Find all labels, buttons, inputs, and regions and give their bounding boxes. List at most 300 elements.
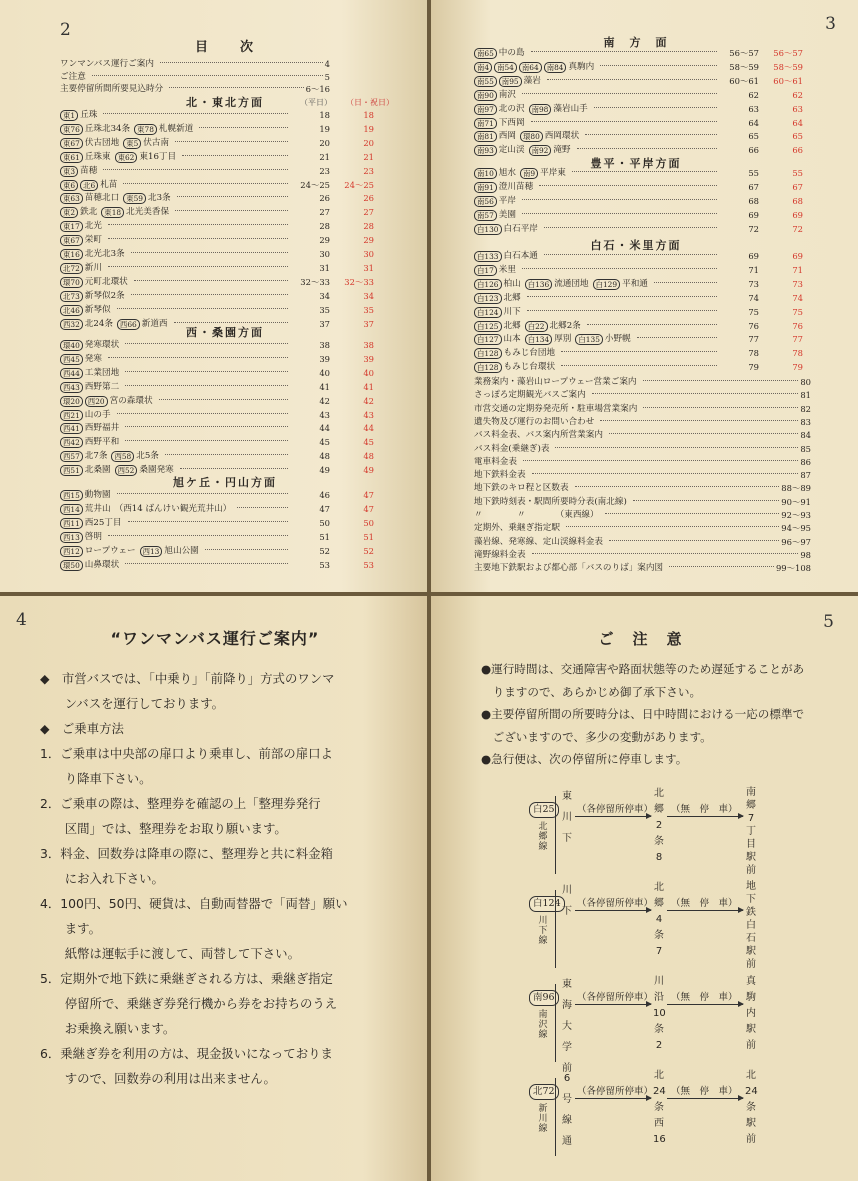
toc-row [474,347,803,360]
page-ref: 90～91 [781,496,811,507]
route-badge: 西45 [60,354,83,365]
all-stops-note: （各停留所停車） [577,804,654,815]
toc-row [474,195,803,208]
holiday-page: 67 [792,181,803,192]
leader-dots [125,371,288,372]
route-badge: 東59 [123,193,146,204]
leader-dots [134,280,288,281]
leader-dots [169,87,303,88]
weekday-page: 39 [319,353,330,364]
route-badge: 白124 [474,307,502,318]
page-ref: 5 [324,71,330,82]
page-3 [431,0,858,592]
toc-row [60,381,374,394]
holiday-page: 39 [363,353,374,364]
destination-label: 伏古団地 [84,137,120,148]
destination-label: 主要停留所間所要見込時分 [60,84,164,94]
holiday-page: 75 [792,306,803,317]
toc-row [60,503,374,516]
leader-dots [609,540,779,541]
route-badge: 南64 [519,62,542,73]
leader-dots [633,500,779,501]
non-stop-note: （無 停 車） [671,898,738,909]
destination-label: 札苗 [100,179,118,190]
leader-dots [643,407,798,408]
toc-row [60,165,374,178]
notice-line: りますので、あらかじめ御了承下さい。 [481,684,702,699]
toc-row [474,482,811,495]
holiday-page: 28 [363,221,374,232]
route-badge: 東1 [60,110,78,121]
route-badge: 北46 [60,305,83,316]
leader-dots [522,268,717,269]
destination-label: 発寒環状 [84,340,120,350]
destination-label: 平和通 [622,278,648,289]
arrow-all-stops [575,1098,651,1099]
toc-row [60,531,374,544]
destination-label: 旭水 [498,168,516,178]
route-badge: 南56 [474,196,497,207]
destination-label: 東16丁目 [139,151,177,162]
leader-dots [123,183,288,184]
route-badge: 西21 [60,410,83,421]
weekday-page: 47 [319,503,330,514]
route-badge: 西11 [60,518,83,529]
section-west: 西・桑園方面 [186,326,264,339]
toc-row [474,416,811,429]
toc-row [60,234,374,247]
destination-label: 工業団地 [84,367,120,378]
destination-label: もみじ台団地 [503,348,556,359]
route-badge: 白25 [529,802,559,818]
page-ref: 85 [800,443,811,454]
toc-row [474,443,811,456]
holiday-page: 68 [792,195,803,206]
arrow-non-stop [667,910,743,911]
holiday-page: 27 [363,207,374,218]
leader-dots [131,294,288,295]
toc-row [474,522,811,535]
toc-row [474,292,803,305]
route-badge: 環80 [520,131,543,142]
destination-label: 川下 [503,306,521,317]
route-badge: 東67 [60,235,83,246]
page-ref: 80 [800,377,811,387]
page-5 [431,596,858,1181]
route-badge: 西15 [60,490,83,501]
leader-dots [165,454,288,455]
leader-dots [125,343,288,344]
route-badge: 白128 [474,362,502,373]
weekday-page: 23 [319,165,330,176]
leader-dots [585,134,717,135]
route-badge: 東16 [60,249,83,260]
destination-label: 北24条 [84,318,113,329]
destination-label: 山鼻環状 [84,559,120,570]
arrow-all-stops [575,910,651,911]
toc-row [474,456,811,469]
destination-label: 新川 [84,262,102,273]
page-number: 3 [825,14,836,34]
holiday-page: 65 [792,131,803,142]
destination-label: 宮の森環状 [109,395,153,406]
route-badge: 東18 [101,207,124,218]
holiday-page: 20 [363,137,374,148]
toc-row [474,361,803,374]
destination-label: 新琴似2条 [84,290,125,301]
weekday-page: 18 [319,110,330,120]
weekday-page: 67 [748,181,759,192]
destination-label: 北7条 [84,451,108,462]
from-stop: 6号線通 [562,1073,572,1147]
toc-row [60,395,374,408]
leader-dots [594,107,717,108]
destination-label: 中の島 [498,48,525,58]
destination-label: 厚別 [554,334,572,345]
weekday-page: 27 [319,207,330,218]
guide-line: ンバスを運行しております。 [40,696,224,711]
toc-row [474,264,803,277]
toc-row [60,436,374,449]
holiday-page: 45 [363,437,374,448]
route-badge: 南65 [474,48,497,59]
weekday-page: 64 [748,117,759,128]
toc-row [474,536,811,549]
leader-dots [544,227,717,228]
toc-row [60,367,374,380]
page-ref: 94～95 [781,523,811,534]
weekday-page: 71 [748,264,759,275]
toc-row [474,223,803,236]
route-badge: 白130 [474,224,502,235]
page-title: “ワンマンバス運行ご案内” [110,629,320,648]
destination-label: ご注意 [60,71,86,82]
destination-label: 下西岡 [498,117,525,128]
route-badge: 南84 [544,62,567,73]
toc-row [60,276,374,289]
leader-dots [117,413,288,414]
weekday-page: 24～25 [300,179,330,190]
holiday-page: 19 [363,123,374,134]
leader-dots [522,213,717,214]
route-badge: 南10 [474,168,497,179]
holiday-page: 42 [363,395,374,406]
page-ref: 84 [800,430,811,441]
weekday-page: 68 [748,195,759,206]
leader-dots [108,238,288,239]
route-badge: 東61 [60,152,83,163]
destination-label: ワンマンバス運行ご案内 [60,59,154,69]
destination-note: （西14 ばんけい観光荒井山） [114,503,232,514]
holiday-page: 38 [363,340,374,350]
non-stop-note: （無 停 車） [671,1086,738,1097]
leader-dots [180,468,288,469]
destination-label: 桑園発寒 [139,465,174,476]
holiday-page: 51 [363,531,374,542]
holiday-page: 26 [363,193,374,204]
route-badge: 南92 [529,145,552,156]
guide-text [40,666,420,1091]
page-ref: 82 [800,403,811,414]
toc-row [474,130,803,143]
leader-dots [125,385,288,386]
bracket [555,890,556,968]
leader-dots [131,252,288,253]
weekday-page: 77 [748,334,759,345]
route-badge: 西51 [60,465,83,476]
route-badge: 西58 [111,451,134,462]
holiday-page: 47 [363,503,374,514]
destination-label: 荒井山 [84,503,111,514]
weekday-page: 65 [748,131,759,142]
page-title: ご 注 意 [598,630,684,648]
toc-row [474,509,811,522]
leader-dots [128,521,288,522]
leader-dots [125,440,288,441]
all-stops-note: （各停留所停車） [577,1086,654,1097]
weekday-page: 58～59 [729,61,759,72]
holiday-page: 21 [363,151,374,162]
notice-line: ございますので、多少の変動があります。 [481,729,712,744]
toc-row [60,339,374,352]
holiday-page: 49 [363,465,374,476]
route-badge: 東67 [60,138,83,149]
toc-row [474,61,803,74]
leader-dots [577,148,717,149]
leader-dots [125,563,288,564]
leader-dots [600,65,717,66]
leader-dots [600,420,798,421]
route-badge: 西20 [85,396,108,407]
weekday-page: 37 [319,318,330,329]
leader-dots [175,210,288,211]
middle-stop: 北郷2条8 [654,788,664,863]
page-number: 5 [823,612,834,632]
route-badge: 白129 [593,279,621,290]
destination-label: 真駒内 [568,61,595,72]
toc-row [60,123,374,136]
holiday-page: 66 [792,145,803,156]
destination-label: 西岡環状 [544,131,580,142]
bracket [555,1078,556,1156]
destination-label: 西野第二 [84,381,120,392]
route-badge: 南98 [529,104,552,115]
from-stop: 川下 [562,885,572,917]
holiday-page: 73 [792,278,803,289]
destination-label: 動物園 [84,490,111,500]
guide-line: ◆ 市営バスでは、「中乗り」「前降り」方式のワンマ [40,671,335,686]
guide-line: ◆ ご乗車方法 [40,721,124,736]
line-name: 新川線 [538,1104,548,1134]
destination-label: 丘珠北34条 [84,123,131,134]
route-badge: 南97 [474,104,497,115]
weekday-page: 56～57 [729,48,759,58]
destination-label: 北光 [84,221,102,232]
leader-dots [108,535,288,536]
destination-label: 丘珠東 [84,151,111,162]
route-badge: 東3 [60,166,78,177]
toc-row [474,403,811,416]
destination-label: 山本 [503,334,521,345]
page-number: 4 [16,610,27,630]
guide-line: 6．乗継ぎ券を利用の方は、現金扱いになっておりま [40,1046,333,1061]
guide-line: にお入れ下さい。 [40,871,164,886]
destination-label: 丘珠 [80,110,98,120]
toc-row [474,562,811,575]
weekday-page: 43 [319,409,330,420]
weekday-page: 40 [319,367,330,378]
leader-dots [103,169,288,170]
leader-dots [522,93,717,94]
holiday-page: 50 [363,517,374,528]
from-stop: 東海大学前 [562,979,572,1074]
leader-dots [654,282,717,283]
destination-label: 南沢 [498,89,516,100]
route-badge: 西43 [60,382,83,393]
holiday-page: 18 [363,110,374,120]
destination-label: 〃 〃 （東西線） [474,510,599,520]
destination-label: 地下鉄のキロ程と区数表 [474,483,569,494]
leader-dots [175,141,288,142]
weekday-page: 52 [319,545,330,556]
destination-label: 美園 [498,209,516,220]
route-badge: 南71 [474,118,497,129]
toc-row [474,429,811,442]
route-badge: 東6 [60,180,78,191]
route-badge: 南4 [474,62,492,73]
route-badge: 白125 [474,321,502,332]
middle-stop: 川沿10条2 [653,976,666,1051]
toc-row [474,117,803,130]
route-badge: 白136 [525,279,553,290]
toc-row [60,137,374,150]
page-ref: 99～108 [775,563,811,574]
leader-dots [592,393,799,394]
leader-dots [575,486,780,487]
route-badge: 西12 [60,546,83,557]
destination-label: 栄町 [84,235,102,246]
route-badge: 南57 [474,210,497,221]
leader-dots [544,254,717,255]
guide-line: 区間」では、整理券をお取り願います。 [40,821,287,836]
route-badge: 東5 [123,138,141,149]
destination-label: 新道西 [141,318,168,329]
holiday-page: 71 [792,264,803,275]
route-badge: 東2 [60,207,78,218]
holiday-page: 72 [792,223,803,234]
weekday-page: 60～61 [729,75,759,86]
notice-line: ●運行時間は、交通障害や路面状態等のため遅延することがあ [481,662,805,676]
route-badge: 南91 [474,182,497,193]
holiday-page: 69 [792,251,803,261]
toc-row [60,71,330,84]
holiday-page: 30 [363,249,374,259]
leader-dots [92,75,323,76]
holiday-page: 55 [792,168,803,178]
destination-label: 西野平和 [84,437,120,448]
route-badge: 南93 [474,145,497,156]
middle-stop: 北郷4条7 [654,882,664,957]
route-badge: 西32 [60,319,83,330]
destination-label: 地下鉄時刻表・駅間所要時分表(南北線) [474,496,627,507]
toc-row [60,353,374,366]
leader-dots [523,460,798,461]
page-ref: 87 [800,470,811,481]
guide-line: 4．100円、50円、硬貨は、自動両替器で「両替」願い [40,896,348,911]
destination-label: 流通団地 [554,278,589,289]
holiday-page: 47 [363,490,374,500]
toc-row [60,248,374,261]
weekday-page: 34 [319,290,330,301]
guide-line: お乗換え願います。 [40,1021,176,1036]
arrow-all-stops [575,816,651,817]
holiday-page: 52 [363,545,374,556]
to-stop: 北24条駅前 [745,1070,758,1145]
leader-dots [539,185,717,186]
weekday-page: 19 [319,123,330,134]
destination-label: 北光美香保 [126,207,170,218]
guide-line: ます。 [40,921,101,936]
holiday-page: 56～57 [773,48,803,58]
weekday-page: 73 [748,278,759,289]
weekday-page: 46 [319,490,330,500]
holiday-page: 37 [363,318,374,329]
route-badge: 西66 [117,319,140,330]
toc-row [474,167,803,180]
weekday-page: 35 [319,304,330,315]
notice-line: ●主要停留所間の所要時分は、日中時間における一応の標準で [481,707,805,722]
route-badge: 南55 [474,76,497,87]
leader-dots [531,51,717,52]
destination-label: 定山渓 [498,145,525,156]
destination-label: 山の手 [84,409,111,420]
guide-line: 紙幣は運転手に渡して、両替して下さい。 [40,946,300,961]
destination-label: 柏山 [503,278,521,289]
line-name: 南沢線 [538,1010,548,1040]
leader-dots [108,357,288,358]
destination-label: 主要地下鉄駅および都心部「バスのりば」案内図 [474,563,664,574]
route-badge: 環40 [60,340,83,351]
toc-row [474,89,803,102]
page-ref: 98 [800,549,811,560]
route-badge: 北72 [60,263,83,274]
line-name: 北郷線 [538,822,548,852]
notice-line: ●急行便は、次の停留所に停車します。 [481,752,688,767]
page-ref: 81 [800,390,811,401]
route-badge: 西52 [115,465,138,476]
page-ref: 6～16 [305,84,330,94]
toc-row [474,376,811,389]
route-badge: 西41 [60,423,83,434]
toc-row [474,278,803,291]
weekday-page: 76 [748,320,759,331]
route-badge: 白22 [525,321,548,332]
to-stop: 真駒内駅前 [746,976,756,1051]
section-toyohira: 豊平・平岸方面 [590,157,682,170]
leader-dots [177,196,288,197]
weekday-page: 55 [748,168,759,178]
leader-dots [199,127,288,128]
destination-label: バス料金(乗継ぎ)表 [474,443,550,454]
page-2 [0,0,427,592]
leader-dots [108,266,288,267]
toc-row [60,206,374,219]
leader-dots [587,324,717,325]
weekday-page: 72 [748,223,759,234]
page-ref: 4 [324,59,330,69]
toc-row [474,103,803,116]
destination-label: 業務案内・藻岩山ロープウェー営業ご案内 [474,377,637,387]
